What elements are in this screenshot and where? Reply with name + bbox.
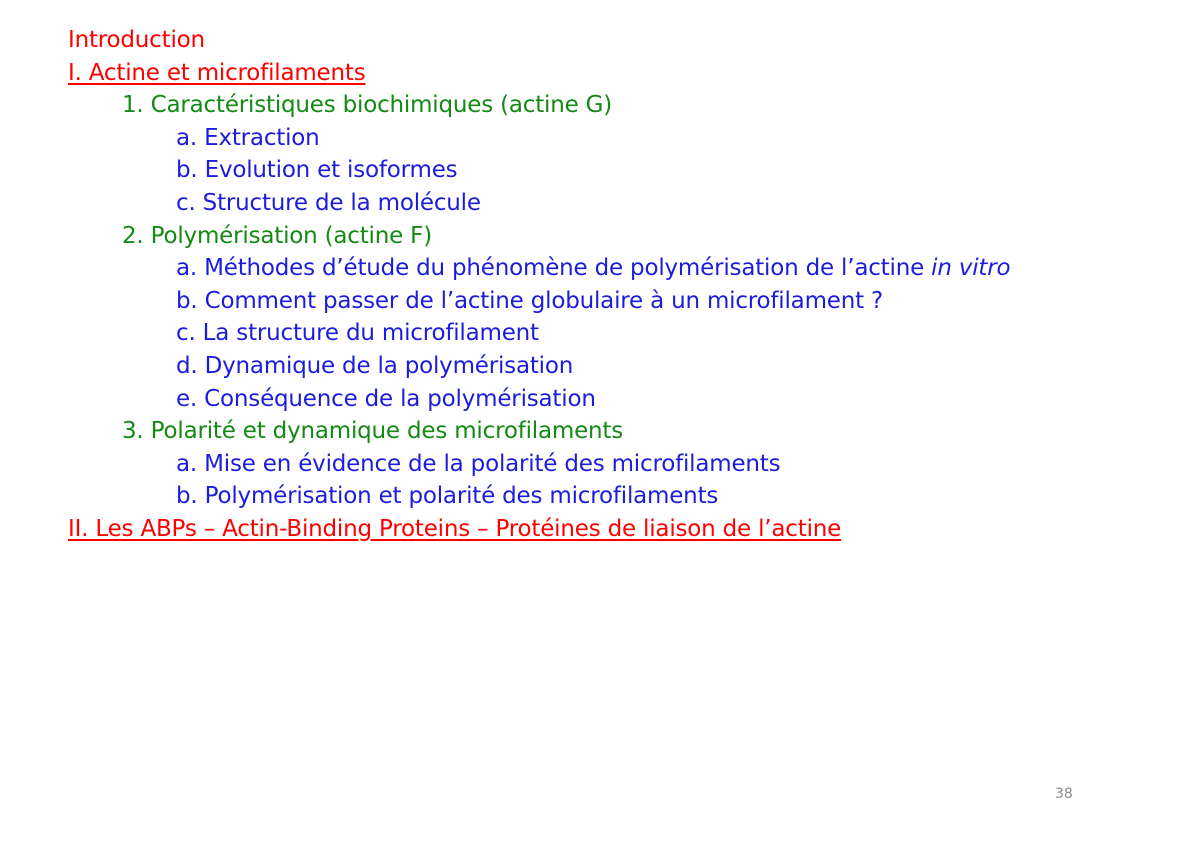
page-number: 38 [1055, 786, 1073, 802]
outline-section-1b: b. Evolution et isoformes [176, 157, 458, 184]
table-of-contents [68, 24, 1010, 546]
outline-section-1c: c. Structure de la molécule [176, 189, 481, 216]
outline-section-2: 2. Polymérisation (actine F) [122, 222, 432, 249]
outline-introduction: Introduction [68, 27, 205, 53]
outline-section-2a [68, 252, 1010, 285]
outline-part-2-heading: II. Les ABPs – Actin-Binding Proteins – Protéines de liaison de l’actine [68, 515, 842, 542]
outline-section-2c: c. La structure du microfilament [176, 320, 539, 347]
outline-section-2d: d. Dynamique de la polymérisation [176, 352, 574, 379]
outline-part-1-heading: I. Actine et microfilaments [68, 59, 366, 86]
outline-section-3: 3. Polarité et dynamique des microfilaments [122, 418, 623, 445]
outline-section-1: 1. Caractéristiques biochimiques (actine G) [122, 92, 613, 119]
outline-section-2a-text: a. Méthodes d’étude du phénomène de polymérisation de l’actine [176, 255, 932, 282]
outline-section-2a-italic: in vitro [931, 255, 1011, 282]
outline-section-3b: b. Polymérisation et polarité des microfilaments [176, 483, 719, 510]
outline-section-2e: e. Conséquence de la polymérisation [176, 385, 596, 412]
outline-section-2b: b. Comment passer de l’actine globulaire à un microfilament ? [176, 287, 884, 314]
outline-section-3a: a. Mise en évidence de la polarité des microfilaments [176, 450, 781, 477]
outline-section-1a: a. Extraction [176, 124, 320, 151]
